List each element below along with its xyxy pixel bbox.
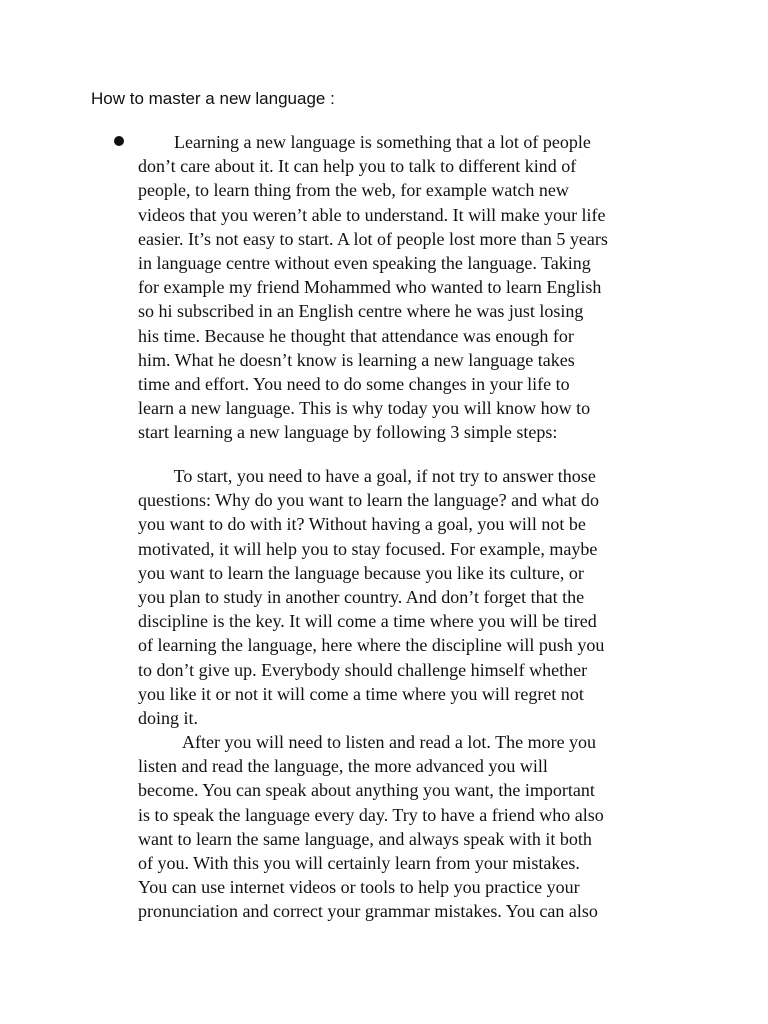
text-line: become. You can speak about anything you want, the important	[138, 780, 595, 801]
document-title: How to master a new language :	[91, 89, 335, 108]
text-line: you want to do with it? Without having a goal, you will not be	[138, 514, 586, 535]
text-line: You can use internet videos or tools to help you practice your	[138, 877, 580, 898]
text-line: pronunciation and correct your grammar mistakes. You can also	[138, 901, 598, 922]
text-line: easier. It’s not easy to start. A lot of people lost more than 5 years	[138, 228, 608, 249]
text-line: questions: Why do you want to learn the language? and what do	[138, 490, 600, 511]
paragraph-goal	[138, 464, 678, 730]
text-line: so hi subscribed in an English centre where he was just losing	[138, 301, 584, 322]
text-line: Learning a new language is something that a lot of people	[138, 132, 591, 152]
text-line: listen and read the language, the more advanced you will	[138, 756, 548, 777]
text-line: videos that you weren’t able to understand. It will make your life	[138, 204, 606, 225]
text-line: him. What he doesn’t know is learning a new language takes	[138, 349, 575, 370]
text-line: After you will need to listen and read a lot. The more you	[138, 732, 597, 752]
text-line: to don’t give up. Everybody should challenge himself whether	[138, 659, 588, 680]
text-line: for example my friend Mohammed who wanted to learn English	[138, 277, 602, 298]
paragraph-intro	[138, 130, 678, 444]
text-line: you want to learn the language because you like its culture, or	[138, 562, 584, 583]
text-line: is to speak the language every day. Try to have a friend who also	[138, 804, 604, 825]
text-line: learn a new language. This is why today you will know how to	[138, 398, 591, 419]
text-line: of you. With this you will certainly learn from your mistakes.	[138, 852, 580, 873]
text-line: his time. Because he thought that attendance was enough for	[138, 325, 574, 346]
text-line: motivated, it will help you to stay focused. For example, maybe	[138, 538, 598, 559]
text-line: want to learn the same language, and always speak with it both	[138, 828, 592, 849]
text-line: To start, you need to have a goal, if not try to answer those	[138, 466, 596, 486]
text-line: you like it or not it will come a time where you will regret not	[138, 683, 584, 704]
bullet-icon	[114, 136, 124, 146]
text-line: in language centre without even speaking the language. Taking	[138, 252, 591, 273]
text-line: start learning a new language by following 3 simple steps:	[138, 422, 558, 443]
text-line: people, to learn thing from the web, for example watch new	[138, 180, 569, 201]
text-line: you plan to study in another country. And don’t forget that the	[138, 586, 585, 607]
text-line: of learning the language, here where the discipline will push you	[138, 635, 605, 656]
text-line: discipline is the key. It will come a time where you will be tired	[138, 611, 597, 632]
text-line: don’t care about it. It can help you to talk to different kind of	[138, 156, 577, 177]
text-line: doing it.	[138, 707, 199, 728]
paragraph-listen-read	[138, 730, 678, 924]
text-line: time and effort. You need to do some changes in your life to	[138, 373, 570, 394]
